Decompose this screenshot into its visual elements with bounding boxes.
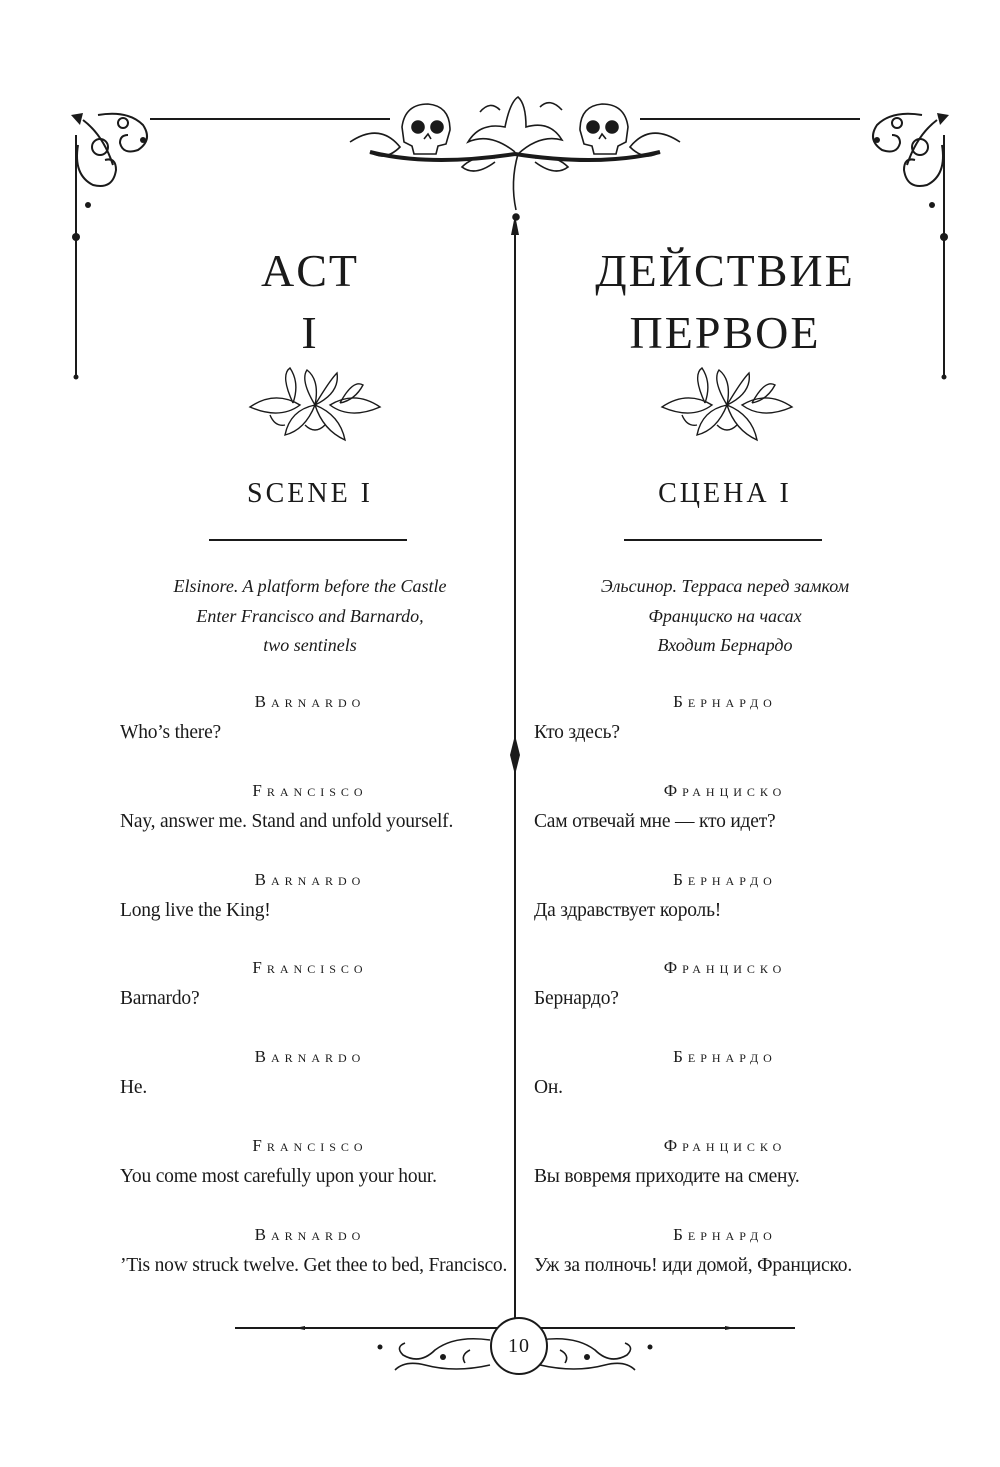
speaker-name: Barnardo [254, 1225, 366, 1244]
speaker-name: Бернардо [673, 692, 777, 711]
dialogue-line: Вы вовремя приходите на смену. [534, 1166, 800, 1187]
dialogue-line: Who’s there? [120, 722, 222, 743]
dialogue-line: Кто здесь? [534, 722, 620, 743]
scene-heading-english: SCENE I [247, 478, 373, 509]
speaker-name: Бернардо [673, 1225, 777, 1244]
stage-directions-russian [515, 572, 935, 661]
speaker-name: Франциско [663, 781, 787, 800]
stage-direction-line: Франциско на часах [648, 605, 802, 626]
dialogue-line: Сам отвечай мне — кто идет? [534, 811, 776, 832]
act-title-russian [515, 240, 935, 364]
stage-direction-line: Эльсинор. Терраса перед замком [600, 576, 850, 596]
dialogue-line: He. [120, 1077, 148, 1098]
skulls-and-lilies-ornament [340, 92, 690, 232]
dialogue-line: Long live the King! [120, 900, 271, 921]
lily-ornament [245, 365, 385, 445]
speaker-name: Francisco [252, 958, 368, 977]
speaker-name: Francisco [252, 1136, 368, 1155]
scene-rule-russian [624, 539, 822, 541]
stage-direction-line: Входит Бернардо [657, 635, 793, 655]
dialogue-line: ’Tis now struck twelve. Get thee to bed, Francisco. [120, 1255, 508, 1276]
stage-direction-line: two sentinels [263, 635, 357, 655]
dialogue-line: Barnardo? [120, 988, 200, 1009]
speaker-name: Франциско [663, 1136, 787, 1155]
speaker-name: Франциско [663, 958, 787, 977]
divider-top-tip-icon [509, 215, 521, 235]
dialogue-line: Он. [534, 1077, 563, 1098]
speaker-name: Barnardo [254, 870, 366, 889]
act-title-line2: I [301, 307, 319, 358]
dialogue-line: You come most carefully upon your hour. [120, 1166, 437, 1187]
dialogue-line: Бернардо? [534, 988, 619, 1009]
stage-direction-line: Enter Francisco and Barnardo, [196, 605, 424, 626]
page-number: 10 [490, 1317, 548, 1375]
dialogue-line: Nay, answer me. Stand and unfold yourself. [120, 811, 454, 832]
speaker-name: Francisco [252, 781, 368, 800]
speaker-name: Barnardo [254, 692, 366, 711]
scene-rule-english [209, 539, 407, 541]
act-title-english [100, 240, 520, 364]
speaker-name: Barnardo [254, 1047, 366, 1066]
scene-heading-russian: СЦЕНА I [658, 478, 792, 509]
stage-directions-english [100, 572, 520, 661]
act-title-line2: ПЕРВОЕ [629, 307, 821, 358]
speaker-name: Бернардо [673, 870, 777, 889]
dialogue-line: Да здравствует король! [534, 900, 722, 921]
divider-diamond-icon [506, 735, 524, 775]
speaker-name: Бернардо [673, 1047, 777, 1066]
act-title-line1: ДЕЙСТВИЕ [595, 245, 855, 296]
stage-direction-line: Elsinore. A platform before the Castle [173, 576, 447, 596]
lily-ornament [657, 365, 797, 445]
dialogue-line: Уж за полночь! иди домой, Франциско. [534, 1255, 853, 1276]
act-title-line1: ACT [261, 245, 359, 296]
